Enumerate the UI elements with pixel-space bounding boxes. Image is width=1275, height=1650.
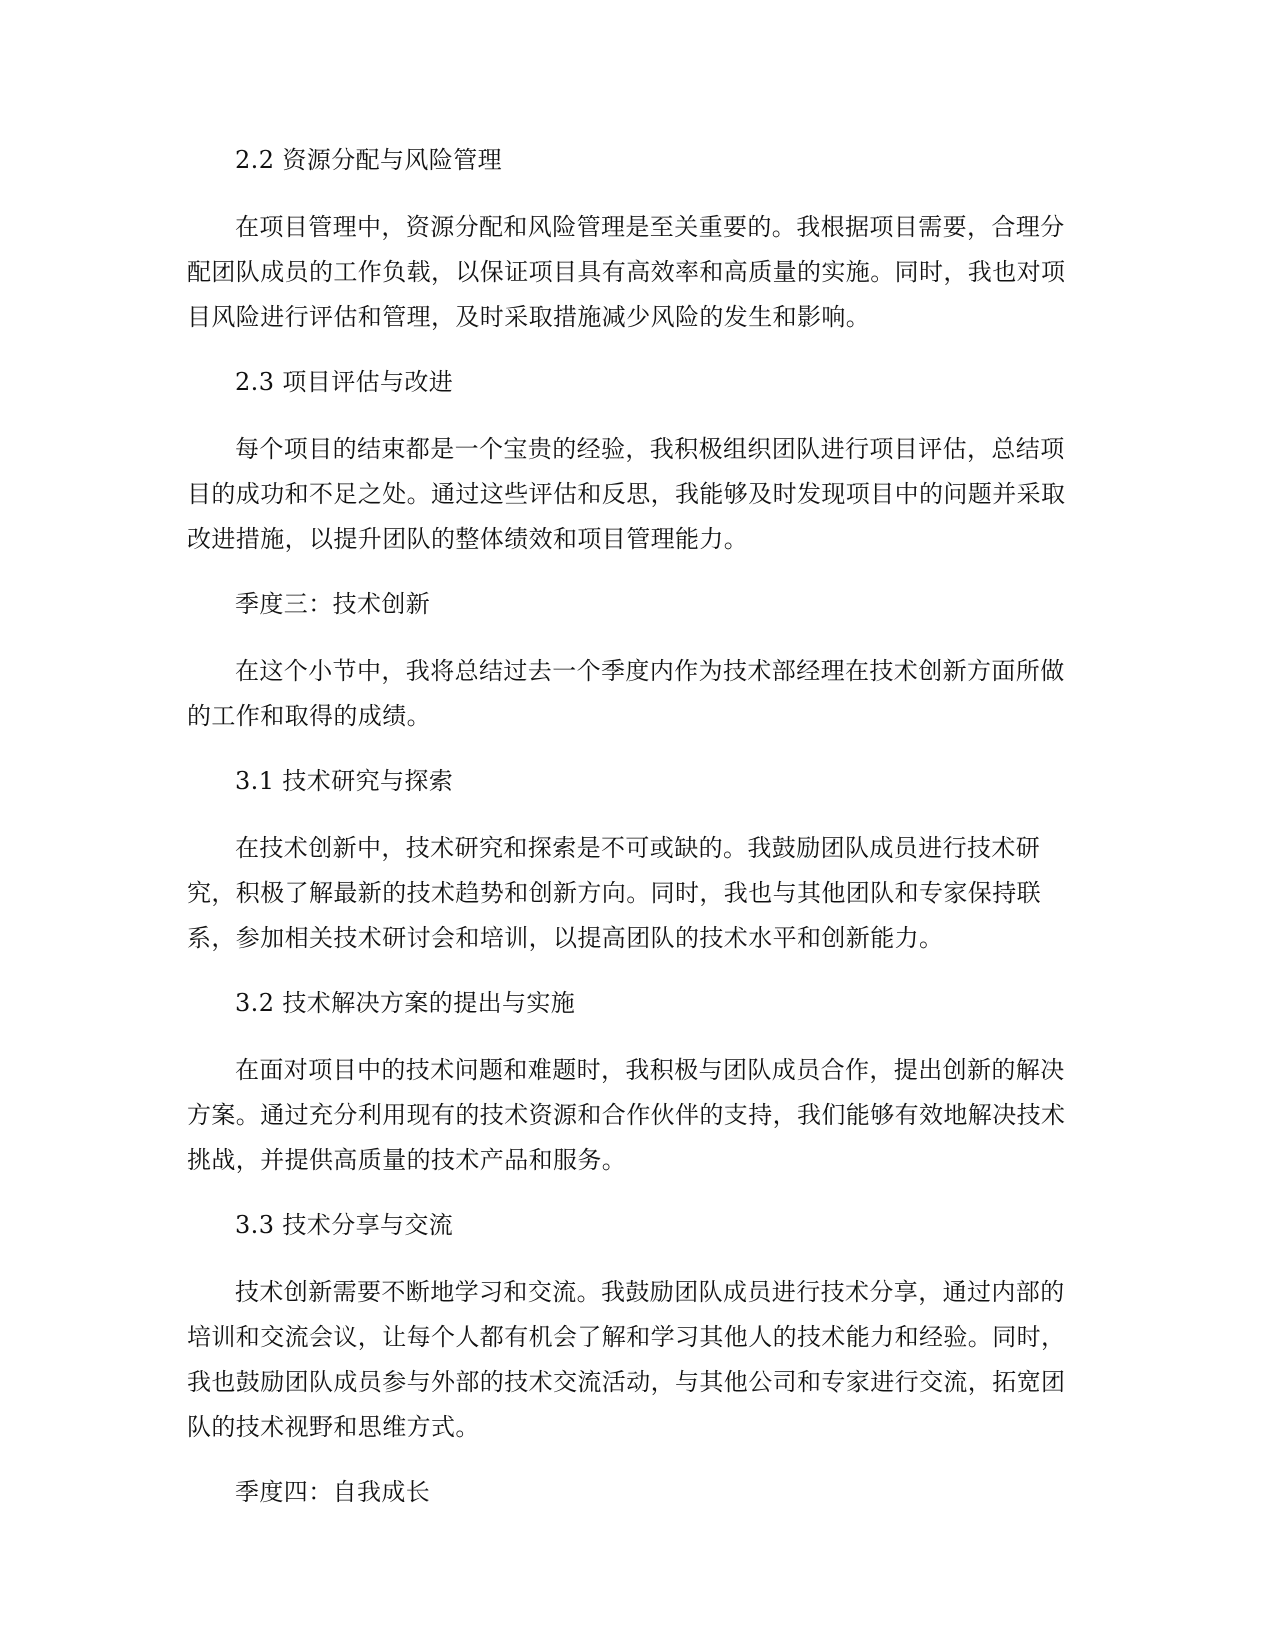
section-paragraph: 技术创新需要不断地学习和交流。我鼓励团队成员进行技术分享，通过内部的培训和交流会议，让每个人都有机会了解和学习其他人的技术能力和经验。同时，我也鼓励团队成员参与外部的技术交流活动，与其他公司和专家进行交流，拓宽团队的技术视野和思维方式。	[187, 1278, 1066, 1441]
section-heading: 季度三：技术创新	[235, 590, 431, 618]
section-paragraph: 每个项目的结束都是一个宝贵的经验，我积极组织团队进行项目评估，总结项目的成功和不足之处。通过这些评估和反思，我能够及时发现项目中的问题并采取改进措施，以提升团队的整体绩效和项目管理能力。	[187, 435, 1066, 553]
section-paragraph: 在面对项目中的技术问题和难题时，我积极与团队成员合作，提出创新的解决方案。通过充分利用现有的技术资源和合作伙伴的支持，我们能够有效地解决技术挑战，并提供高质量的技术产品和服务。	[187, 1056, 1066, 1174]
section-heading: 2.3 项目评估与改进	[235, 368, 454, 396]
section-heading: 3.1 技术研究与探索	[235, 767, 454, 795]
section-heading: 3.3 技术分享与交流	[235, 1211, 454, 1239]
document-body	[187, 141, 1087, 1511]
section-paragraph: 在这个小节中，我将总结过去一个季度内作为技术部经理在技术创新方面所做的工作和取得的成绩。	[187, 657, 1065, 730]
final-heading: 季度四：自我成长	[235, 1478, 431, 1506]
section-paragraph: 在技术创新中，技术研究和探索是不可或缺的。我鼓励团队成员进行技术研究，积极了解最新的技术趋势和创新方向。同时，我也与其他团队和专家保持联系，参加相关技术研讨会和培训，以提高团队的技术水平和创新能力。	[187, 834, 1041, 952]
section-paragraph: 在项目管理中，资源分配和风险管理是至关重要的。我根据项目需要，合理分配团队成员的工作负载，以保证项目具有高效率和高质量的实施。同时，我也对项目风险进行评估和管理，及时采取措施减少风险的发生和影响。	[187, 213, 1066, 331]
section-heading: 2.2 资源分配与风险管理	[235, 146, 502, 174]
section-heading: 3.2 技术解决方案的提出与实施	[235, 989, 576, 1017]
